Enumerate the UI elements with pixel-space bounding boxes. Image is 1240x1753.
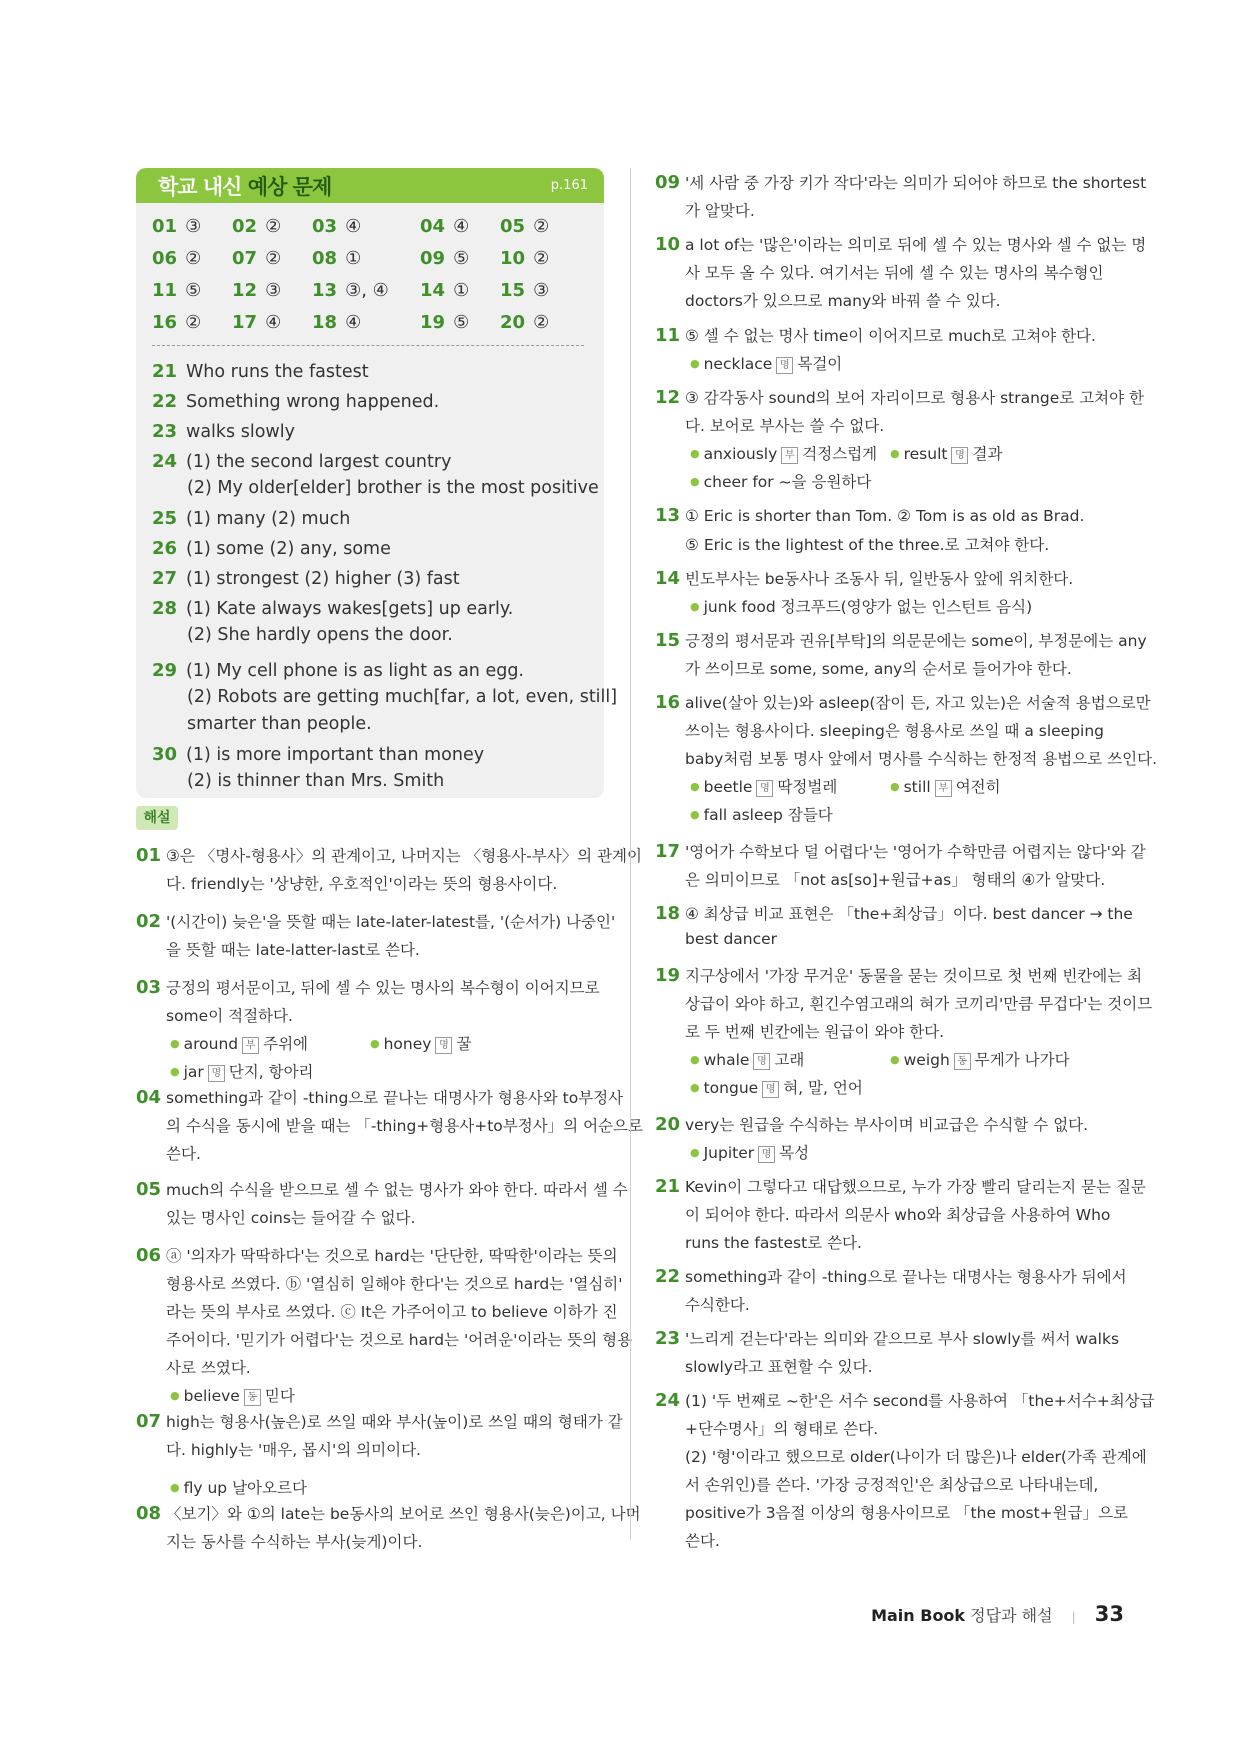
footer-separator: | <box>1071 1610 1076 1624</box>
explanation-line <box>655 629 1147 651</box>
mc-choice: ② <box>265 248 282 269</box>
mc-number: 17 <box>232 312 258 333</box>
short-answer-text: (1) many (2) much <box>186 509 351 529</box>
explanation-line <box>655 964 1142 986</box>
explanation-number: 18 <box>655 903 681 924</box>
mc-choice: ② <box>533 312 550 333</box>
vocab-item <box>690 595 1032 617</box>
explanation-number: 10 <box>655 234 681 255</box>
mc-choice: ⑤ <box>453 248 470 269</box>
explanation-text: Kevin이 그렇다고 대답했으므로, 누가 가장 빨리 달리는지 묻는 질문 <box>680 1178 1146 1196</box>
explanation-number: 03 <box>136 977 162 998</box>
explanation-number: 08 <box>136 1503 162 1524</box>
explanation-text: very는 원급을 수식하는 부사이며 비교급은 수식할 수 없다. <box>680 1116 1089 1134</box>
explanation-line: 로 두 번째 빈칸에는 원급이 와야 한다. <box>685 1023 945 1041</box>
footer-book: Main Book <box>871 1606 966 1625</box>
mc-answer <box>500 312 549 333</box>
page-number: 33 <box>1094 1602 1124 1626</box>
explanation-line <box>136 1086 623 1108</box>
vocab-meaning: 고래 <box>774 1051 805 1069</box>
short-answer-text: (1) the second largest country <box>186 452 452 472</box>
explanation-text: alive(살아 있는)와 asleep(잠이 든, 자고 있는)은 서술적 용법으로만 <box>680 694 1151 712</box>
vocab-meaning: 단지, 항아리 <box>228 1063 314 1081</box>
bullet-icon: ● <box>170 1065 180 1078</box>
explanation-text: 긍정의 평서문이고, 뒤에 셀 수 있는 명사의 복수형이 이어지므로 <box>161 979 600 997</box>
short-answer <box>152 451 451 472</box>
bullet-icon: ● <box>690 600 700 613</box>
explanation-text: ⓐ '의자가 딱딱하다'는 것으로 hard는 '단단한, 딱딱한'이라는 뜻의 <box>161 1247 618 1265</box>
explanation-line <box>136 910 615 932</box>
bullet-icon: ● <box>890 1053 900 1066</box>
explanation-line <box>655 840 1146 862</box>
explanation-line: 쓴다. <box>685 1532 720 1550</box>
mc-number: 07 <box>232 248 258 269</box>
short-answer-text: (1) Kate always wakes[gets] up early. <box>186 599 514 619</box>
short-answer-line: (2) She hardly opens the door. <box>187 625 453 645</box>
short-answer <box>152 391 439 412</box>
explanation-number: 23 <box>655 1328 681 1349</box>
vocab-word: Jupiter <box>703 1144 755 1162</box>
mc-choice: ④ <box>345 216 362 237</box>
explanation-line: 형용사로 쓰였다. ⓑ '열심히 일해야 한다'는 것으로 hard는 '열심히' <box>166 1275 623 1293</box>
dashed-divider <box>152 345 584 346</box>
explanation-line: +단수명사」의 형태로 쓴다. <box>685 1420 878 1438</box>
short-answer-text: (1) My cell phone is as light as an egg. <box>186 661 524 681</box>
explanation-number: 11 <box>655 325 681 346</box>
vocab-meaning: 정크푸드(영양가 없는 인스턴트 음식) <box>780 598 1033 616</box>
explanation-number: 07 <box>136 1411 162 1432</box>
short-answer-line: (2) Robots are getting much[far, a lot, even, still] <box>187 687 618 707</box>
vocab-meaning: ~을 응원하다 <box>778 473 872 491</box>
mc-answer <box>500 280 549 301</box>
explanation-line: some이 적절하다. <box>166 1007 293 1025</box>
explanation-line: baby처럼 보통 명사 앞에서 명사를 수식하는 한정적 용법으로 쓰인다. <box>685 750 1157 768</box>
explanation-line <box>136 844 642 866</box>
mc-answer <box>420 216 469 237</box>
vocab-meaning: 꿀 <box>456 1035 472 1053</box>
mc-choice: ③ <box>265 280 282 301</box>
bullet-icon: ● <box>170 1481 180 1494</box>
mc-number: 19 <box>420 312 446 333</box>
part-of-speech-box: 명 <box>758 1146 775 1163</box>
mc-answer <box>232 248 281 269</box>
vocab-item <box>690 352 842 374</box>
vocab-item <box>370 1032 471 1054</box>
bullet-icon: ● <box>690 1053 700 1066</box>
explanation-line: 사로 쓰였다. <box>166 1359 251 1377</box>
vocab-word: believe <box>183 1387 240 1405</box>
mc-choice: ④ <box>345 312 362 333</box>
vocab-item <box>170 1476 307 1498</box>
short-answer-number: 30 <box>152 744 178 765</box>
short-answer <box>152 508 350 529</box>
page-footer <box>871 1602 1124 1626</box>
vocab-item <box>690 1076 863 1098</box>
vocab-meaning: 걱정스럽게 <box>802 445 878 463</box>
explanation-line <box>655 902 1133 924</box>
vocab-item <box>690 1048 804 1070</box>
short-answer-number: 22 <box>152 391 178 412</box>
vocab-word: junk food <box>703 598 776 616</box>
vocab-item <box>170 1032 308 1054</box>
vocab-word: weigh <box>903 1051 950 1069</box>
vocab-word: still <box>903 778 931 796</box>
explanation-number: 16 <box>655 692 681 713</box>
explanation-text: 긍정의 평서문과 권유[부탁]의 의문문에는 some이, 부정문에는 any <box>680 632 1147 650</box>
explanation-line: runs the fastest로 쓴다. <box>685 1234 862 1252</box>
explanation-text: a lot of는 '많은'이라는 의미로 뒤에 셀 수 있는 명사와 셀 수 없는 명 <box>680 236 1147 254</box>
mc-answer <box>152 248 201 269</box>
short-answer-number: 24 <box>152 451 178 472</box>
mc-number: 15 <box>500 280 526 301</box>
part-of-speech-box: 명 <box>435 1037 452 1054</box>
explanation-line <box>655 1265 1127 1287</box>
mc-answer <box>232 280 281 301</box>
short-answer-number: 27 <box>152 568 178 589</box>
explanation-number: 01 <box>136 845 162 866</box>
vocab-word: fly up <box>183 1479 228 1497</box>
short-answer <box>152 744 484 765</box>
bullet-icon: ● <box>170 1389 180 1402</box>
vocab-word: anxiously <box>703 445 778 463</box>
explanation-line: ⑤ Eric is the lightest of the three.로 고쳐야 한다. <box>685 536 1050 554</box>
vocab-item <box>890 1048 1070 1070</box>
vocab-word: tongue <box>703 1079 759 1097</box>
explanation-line <box>136 1244 618 1266</box>
explanation-line: 쓰이는 형용사이다. sleeping은 형용사로 쓰일 때 a sleeping <box>685 722 1105 740</box>
mc-choice: ② <box>533 216 550 237</box>
short-answer-text: (1) strongest (2) higher (3) fast <box>186 569 460 589</box>
mc-choice: ② <box>185 312 202 333</box>
explanation-line <box>655 171 1146 193</box>
explanation-line: 이 되어야 한다. 따라서 의문사 who와 최상급을 사용하여 Who <box>685 1206 1111 1224</box>
mc-answer <box>152 280 201 301</box>
explanation-line <box>655 505 1084 526</box>
vocab-meaning: 믿다 <box>264 1387 295 1405</box>
mc-number: 03 <box>312 216 338 237</box>
mc-answer <box>232 312 281 333</box>
mc-number: 12 <box>232 280 258 301</box>
explanation-line: 쓴다. <box>166 1145 201 1163</box>
part-of-speech-box: 동 <box>954 1053 971 1070</box>
explanation-line <box>655 233 1146 255</box>
part-of-speech-box: 명 <box>762 1081 779 1098</box>
explanation-badge: 해설 <box>136 806 178 830</box>
mc-answer <box>232 216 281 237</box>
mc-number: 11 <box>152 280 178 301</box>
vocab-meaning: 목걸이 <box>797 355 843 373</box>
part-of-speech-box: 명 <box>776 357 793 374</box>
mc-answer <box>420 248 469 269</box>
section-title <box>158 171 331 201</box>
vocab-item <box>890 775 1001 797</box>
explanation-line: 을 뜻할 때는 late-latter-last로 쓴다. <box>166 941 420 959</box>
mc-number: 14 <box>420 280 446 301</box>
mc-number: 08 <box>312 248 338 269</box>
bullet-icon: ● <box>690 475 700 488</box>
short-answer <box>152 538 391 559</box>
explanation-line: 가 알맞다. <box>685 202 755 220</box>
mc-answer <box>500 216 549 237</box>
explanation-line <box>655 567 1073 589</box>
explanation-text: 빈도부사는 be동사나 조동사 뒤, 일반동사 앞에 위치한다. <box>680 570 1074 588</box>
explanation-text: '영어가 수학보다 덜 어렵다'는 '영어가 수학만큼 어렵지는 않다'와 같 <box>680 843 1146 861</box>
explanation-line: 다. 보어로 부사는 쓸 수 없다. <box>685 417 885 435</box>
explanation-line <box>655 324 1096 346</box>
short-answer-text: (1) some (2) any, some <box>186 539 391 559</box>
mc-answer <box>312 248 361 269</box>
explanation-text: ③ 감각동사 sound의 보어 자리이므로 형용사 strange로 고쳐야 한 <box>680 389 1145 407</box>
explanation-line: 다. highly는 '매우, 몹시'의 의미이다. <box>166 1441 421 1459</box>
part-of-speech-box: 명 <box>208 1065 225 1082</box>
mc-answer <box>152 216 201 237</box>
vocab-word: around <box>183 1035 239 1053</box>
short-answer-number: 29 <box>152 660 178 681</box>
explanation-text: high는 형용사(높은)로 쓰일 때와 부사(높이)로 쓰일 때의 형태가 같 <box>161 1413 623 1431</box>
column-divider <box>630 168 631 1540</box>
part-of-speech-box: 명 <box>753 1053 770 1070</box>
explanation-line: 가 쓰이므로 some, some, any의 순서로 들어가야 한다. <box>685 660 1072 678</box>
vocab-item <box>690 442 877 464</box>
explanation-number: 05 <box>136 1179 162 1200</box>
explanation-line <box>655 386 1144 408</box>
explanation-number: 06 <box>136 1245 162 1266</box>
explanation-line <box>136 1502 641 1524</box>
explanation-number: 22 <box>655 1266 681 1287</box>
bullet-icon: ● <box>170 1037 180 1050</box>
explanation-number: 02 <box>136 911 162 932</box>
mc-choice: ② <box>185 248 202 269</box>
explanation-text: much의 수식을 받으므로 셀 수 없는 명사가 와야 한다. 따라서 셀 수 <box>161 1181 628 1199</box>
vocab-word: result <box>903 445 948 463</box>
vocab-meaning: 결과 <box>972 445 1003 463</box>
short-answer-text: Something wrong happened. <box>186 392 440 412</box>
mc-choice: ⑤ <box>453 312 470 333</box>
short-answer-text: (1) is more important than money <box>186 745 485 765</box>
explanation-text: ④ 최상급 비교 표현은 「the+최상급」이다. best dancer → the <box>680 905 1133 923</box>
explanation-text: ① Eric is shorter than Tom. ② Tom is as old as Brad. <box>680 507 1085 525</box>
title-part2: 예상 문제 <box>247 175 332 199</box>
short-answer-number: 28 <box>152 598 178 619</box>
short-answer-number: 21 <box>152 361 178 382</box>
vocab-item <box>890 442 1002 464</box>
mc-answer <box>500 248 549 269</box>
mc-choice: ③ <box>533 280 550 301</box>
short-answer <box>152 568 460 589</box>
explanation-text: something과 같이 -thing으로 끝나는 대명사는 형용사가 뒤에서 <box>680 1268 1127 1286</box>
short-answer-line: smarter than people. <box>187 714 372 734</box>
mc-number: 09 <box>420 248 446 269</box>
vocab-word: necklace <box>703 355 773 373</box>
vocab-item <box>690 470 871 492</box>
mc-choice: ④ <box>453 216 470 237</box>
explanation-number: 12 <box>655 387 681 408</box>
explanation-line: 있는 명사인 coins는 들어갈 수 없다. <box>166 1209 416 1227</box>
explanation-line <box>136 1178 628 1200</box>
vocab-item <box>690 1141 809 1163</box>
explanation-text: ③은 〈명사-형용사〉의 관계이고, 나머지는 〈형용사-부사〉의 관계이 <box>161 847 642 865</box>
bullet-icon: ● <box>890 780 900 793</box>
explanation-line: 사 모두 올 수 있다. 여기서는 뒤에 셀 수 있는 명사의 복수형인 <box>685 264 1104 282</box>
explanation-line <box>136 1410 623 1432</box>
answer-box-header <box>136 168 604 203</box>
mc-answer <box>312 216 361 237</box>
vocab-word: fall asleep <box>703 806 783 824</box>
explanation-text: something과 같이 -thing으로 끝나는 대명사가 형용사와 to부정사 <box>161 1089 624 1107</box>
short-answer-number: 23 <box>152 421 178 442</box>
explanation-line <box>136 976 600 998</box>
explanation-text: '세 사람 중 가장 키가 작다'라는 의미가 되어야 하므로 the shortest <box>680 174 1147 192</box>
short-answer <box>152 598 513 619</box>
explanation-line: 은 의미이므로 「not as[so]+원급+as」 형태의 ④가 알맞다. <box>685 871 1106 889</box>
explanation-number: 09 <box>655 172 681 193</box>
explanation-line: 라는 뜻의 부사로 쓰였다. ⓒ It은 가주어이고 to believe 이하가 진 <box>166 1303 618 1321</box>
explanation-number: 04 <box>136 1087 162 1108</box>
short-answer-line: (2) My older[elder] brother is the most positive <box>187 478 599 498</box>
explanation-number: 14 <box>655 568 681 589</box>
explanation-line: doctors가 있으므로 many와 바꿔 쓸 수 있다. <box>685 292 1001 310</box>
explanation-text: '(시간이) 늦은'을 뜻할 때는 late-later-latest를, '(순서가) 나중인' <box>161 913 616 931</box>
footer-section: 정답과 해설 <box>970 1606 1053 1625</box>
explanation-line <box>655 691 1151 713</box>
mc-number: 13 <box>312 280 338 301</box>
vocab-word: whale <box>703 1051 750 1069</box>
explanation-line: (2) '형'이라고 했으므로 older(나이가 더 많은)나 elder(가족 관계에 <box>685 1448 1147 1466</box>
explanation-line <box>655 1113 1088 1135</box>
mc-choice: ④ <box>265 312 282 333</box>
mc-number: 16 <box>152 312 178 333</box>
part-of-speech-box: 부 <box>781 447 798 464</box>
short-answer-text: walks slowly <box>186 422 295 442</box>
vocab-meaning: 날아오르다 <box>232 1479 307 1497</box>
explanation-text: (1) '두 번째로 ~한'은 서수 second를 사용하여 「the+서수+최상급 <box>680 1392 1155 1410</box>
explanation-number: 21 <box>655 1176 681 1197</box>
vocab-item <box>690 803 833 825</box>
mc-number: 06 <box>152 248 178 269</box>
vocab-meaning: 잠들다 <box>787 806 833 824</box>
bullet-icon: ● <box>690 780 700 793</box>
explanation-line: best dancer <box>685 930 778 948</box>
mc-answer <box>420 312 469 333</box>
bullet-icon: ● <box>690 1146 700 1159</box>
vocab-item <box>170 1060 314 1082</box>
explanation-line: 다. friendly는 '상냥한, 우호적인'이라는 뜻의 형용사이다. <box>166 875 558 893</box>
short-answer <box>152 660 524 681</box>
multiple-choice-grid <box>152 216 584 342</box>
short-answer-text: Who runs the fastest <box>186 362 369 382</box>
mc-answer <box>312 280 389 301</box>
mc-choice: ② <box>265 216 282 237</box>
explanation-number: 17 <box>655 841 681 862</box>
bullet-icon: ● <box>690 447 700 460</box>
short-answer-number: 26 <box>152 538 178 559</box>
part-of-speech-box: 부 <box>242 1037 259 1054</box>
bullet-icon: ● <box>890 447 900 460</box>
vocab-item <box>690 775 837 797</box>
short-answer-number: 25 <box>152 508 178 529</box>
explanation-text: '느리게 걷는다'라는 의미와 같으므로 부사 slowly를 써서 walks <box>680 1330 1120 1348</box>
mc-number: 10 <box>500 248 526 269</box>
mc-choice: ③ <box>185 216 202 237</box>
explanation-line: 상급이 와야 하고, 흰긴수염고래의 혀가 코끼리'만큼 무겁다'는 것이므 <box>685 995 1153 1013</box>
mc-number: 02 <box>232 216 258 237</box>
mc-number: 05 <box>500 216 526 237</box>
vocab-word: beetle <box>703 778 753 796</box>
vocab-word: honey <box>383 1035 432 1053</box>
vocab-meaning: 여전히 <box>955 778 1001 796</box>
vocab-word: jar <box>183 1063 204 1081</box>
explanation-line: 서 손위인)를 쓴다. '가장 긍정적인'은 최상급으로 나타내는데, <box>685 1476 1099 1494</box>
explanation-number: 15 <box>655 630 681 651</box>
explanation-line: 의 수식을 동시에 받을 때는 「-thing+형용사+to부정사」의 어순으로 <box>166 1117 643 1135</box>
mc-answer <box>152 312 201 333</box>
explanation-line: slowly라고 표현할 수 있다. <box>685 1358 873 1376</box>
explanation-line: 주어이다. '믿기가 어렵다'는 것으로 hard는 '어려운'이라는 뜻의 형용 <box>166 1331 633 1349</box>
mc-choice: ③, ④ <box>345 280 389 301</box>
mc-number: 01 <box>152 216 178 237</box>
short-answer-line: (2) is thinner than Mrs. Smith <box>187 771 445 791</box>
explanation-number: 13 <box>655 505 681 526</box>
part-of-speech-box: 명 <box>951 447 968 464</box>
bullet-icon: ● <box>690 808 700 821</box>
title-part1: 학교 내신 <box>158 175 242 199</box>
vocab-word: cheer for <box>703 473 774 491</box>
explanation-text: 〈보기〉와 ①의 late는 be동사의 보어로 쓰인 형용사(늦은)이고, 나머 <box>161 1505 641 1523</box>
vocab-meaning: 딱정벌레 <box>777 778 838 796</box>
bullet-icon: ● <box>690 1081 700 1094</box>
vocab-meaning: 주위에 <box>263 1035 309 1053</box>
vocab-meaning: 목성 <box>779 1144 810 1162</box>
bullet-icon: ● <box>370 1037 380 1050</box>
mc-number: 04 <box>420 216 446 237</box>
short-answer <box>152 421 295 442</box>
mc-answer <box>420 280 469 301</box>
bullet-icon: ● <box>690 357 700 370</box>
mc-number: 18 <box>312 312 338 333</box>
explanation-line: 지는 동사를 수식하는 부사(늦게)이다. <box>166 1533 423 1551</box>
part-of-speech-box: 부 <box>935 780 952 797</box>
explanation-text: ⑤ 셀 수 없는 명사 time이 이어지므로 much로 고쳐야 한다. <box>680 327 1096 345</box>
explanation-line: positive가 3음절 이상의 형용사이므로 「the most+원급」으로 <box>685 1504 1129 1522</box>
explanation-line <box>655 1327 1119 1349</box>
explanation-number: 19 <box>655 965 681 986</box>
mc-choice: ① <box>453 280 470 301</box>
mc-choice: ② <box>533 248 550 269</box>
explanation-text: 지구상에서 '가장 무거운' 동물을 묻는 것이므로 첫 번째 빈칸에는 최 <box>680 967 1143 985</box>
mc-choice: ① <box>345 248 362 269</box>
part-of-speech-box: 동 <box>244 1389 261 1406</box>
mc-choice: ⑤ <box>185 280 202 301</box>
vocab-meaning: 무게가 나가다 <box>974 1051 1070 1069</box>
explanation-number: 24 <box>655 1390 681 1411</box>
explanation-line <box>655 1389 1155 1411</box>
vocab-item <box>170 1384 295 1406</box>
explanation-number: 20 <box>655 1114 681 1135</box>
part-of-speech-box: 명 <box>756 780 773 797</box>
mc-answer <box>312 312 361 333</box>
explanation-line: 수식한다. <box>685 1296 750 1314</box>
vocab-meaning: 혀, 말, 언어 <box>783 1079 863 1097</box>
mc-number: 20 <box>500 312 526 333</box>
explanation-line <box>655 1175 1146 1197</box>
short-answer <box>152 361 369 382</box>
page-reference: p.161 <box>550 178 588 193</box>
